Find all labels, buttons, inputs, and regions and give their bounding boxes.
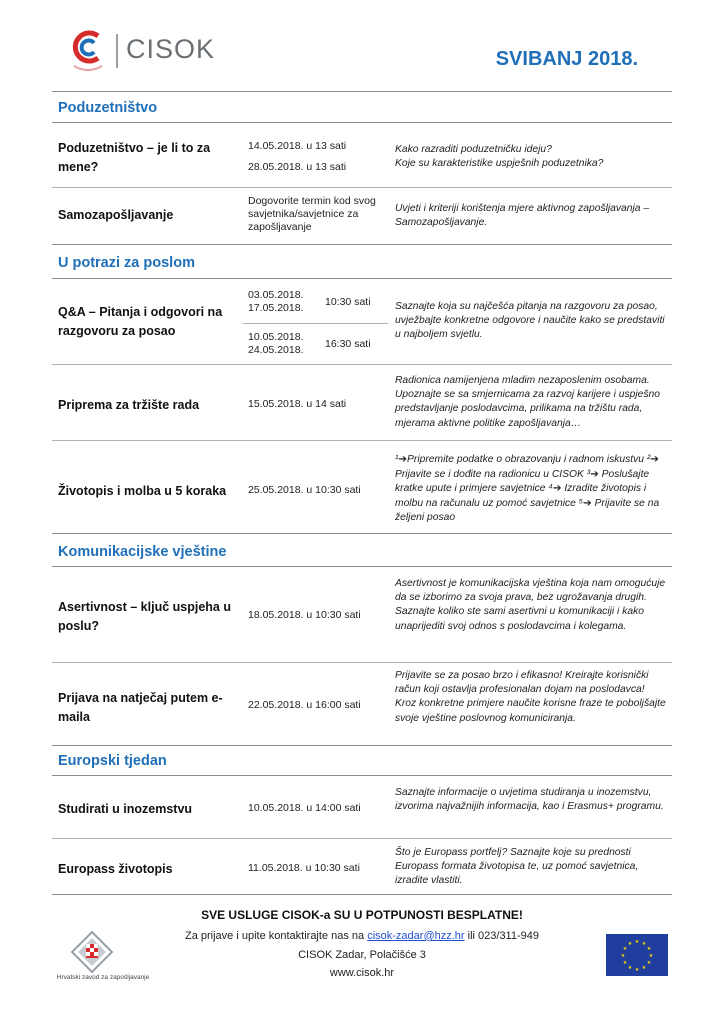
divider <box>52 91 672 92</box>
svg-text:★: ★ <box>646 946 652 952</box>
topic-description: Kako razraditi poduzetničku ideju? Koje su karakteristike uspješnih poduzetnika? <box>395 144 604 170</box>
svg-text:★: ★ <box>627 941 633 947</box>
svg-text:★: ★ <box>622 960 628 966</box>
topic-description: Prijavite se za posao brzo i efikasno! Kreirajte korisnički račun koji ostavlja profesionalan dojam na poslodavca! Kroz konkretne primjere naučite korisne fraze te poboljšajte svoje vještine poslovnog komuniciranja. <box>395 670 666 724</box>
month-title: SVIBANJ 2018. <box>495 48 638 70</box>
divider <box>52 187 672 188</box>
contact-prefix: Za prijave i upite kontaktirajte nas na <box>184 930 365 942</box>
topic-description: ¹➔Pripremite podatke o obrazovanju i radnom iskustvu ²➔ Prijavite se i dođite na radionicu u CISOK ³➔ Poslušajte kratke upute i primjere savjetnice ⁴➔ Izradite životopis i molbu na računalu uz pomoć savjetnice ⁵➔ Prijavite se na željeni posao <box>395 454 660 524</box>
event-date: 10.05.2018. 24.05.2018. <box>248 331 304 356</box>
svg-text:★: ★ <box>634 967 640 973</box>
topic-description: Saznajte informacije o uvjetima studiranja u inozemstvu, izvorima najvažnijih informacija, kao i Erasmus+ programu. <box>395 787 664 813</box>
section-title: Komunikacijske vještine <box>58 544 227 560</box>
event-time: 16:30 sati <box>325 338 371 350</box>
svg-text:★: ★ <box>646 960 652 966</box>
topic-description: Što je Europass portfelj? Saznajte koje su prednosti Europass formata životopisa te, uz pomoć savjetnica, izradite vlastiti. <box>395 847 639 887</box>
event-date: 10.05.2018. u 14:00 sati <box>248 802 361 814</box>
divider <box>52 533 672 534</box>
event-date: 28.05.2018. u 13 sati <box>248 161 347 173</box>
topic-description: Saznajte koja su najčešća pitanja na razgovoru za posao, uvježbajte konkretne odgovore i naučite kako se predstaviti u najboljem svjetlu. <box>395 301 665 341</box>
website: www.cisok.hr <box>329 967 395 979</box>
svg-text:★: ★ <box>641 965 647 971</box>
divider <box>52 440 672 441</box>
topic-title: Priprema za tržište rada <box>58 398 200 412</box>
event-date: 03.05.2018. 17.05.2018. <box>248 289 304 314</box>
event-date: Dogovorite termin kod svog savjetnika/savjetnice za zapošljavanje <box>248 195 376 233</box>
divider <box>52 662 672 663</box>
section-title: Europski tjedan <box>58 753 167 769</box>
event-date: 15.05.2018. u 14 sati <box>248 398 347 410</box>
eu-flag-icon <box>606 934 668 976</box>
topic-description: Asertivnost je komunikacijska vještina koja nam omogućuje da se izborimo za svoja prava, bez ugrožavanja drugih. Saznajte koliko ste sami asertivni u komunikaciji i kako unaprijediti svoj odnos s poslodavcima i kolegama. <box>395 578 666 632</box>
divider <box>52 278 672 279</box>
svg-text:★: ★ <box>641 941 647 947</box>
topic-description: Radionica namijenjena mladim nezaposlenim osobama. Upoznajte se sa smjernicama za razvoj karijere i uspješno predstavljanje poslodavcima, prilikama na tržištu rada, mjerama aktivne politike zapošljavanja… <box>395 375 660 429</box>
topic-title: Poduzetništvo – je li to za mene? <box>58 141 211 174</box>
event-date: 14.05.2018. u 13 sati <box>248 140 347 152</box>
topic-title: Životopis i molba u 5 koraka <box>58 484 227 498</box>
topic-title: Asertivnost – ključ uspjeha u poslu? <box>58 600 231 633</box>
divider <box>52 894 672 895</box>
topic-title: Europass životopis <box>58 862 173 876</box>
topic-title: Studirati u inozemstvu <box>58 802 193 816</box>
cisok-logo-icon <box>68 28 108 74</box>
svg-text:★: ★ <box>627 965 633 971</box>
event-time: 10:30 sati <box>325 296 371 308</box>
topic-title: Q&A – Pitanja i odgovori na razgovoru za posao <box>58 305 223 338</box>
cisok-logo <box>68 28 228 78</box>
svg-text:★: ★ <box>622 946 628 952</box>
svg-text:★: ★ <box>648 953 654 959</box>
section-title: U potrazi za poslom <box>58 255 195 271</box>
svg-text:★: ★ <box>620 953 626 959</box>
svg-text:★: ★ <box>634 939 640 945</box>
topic-title: Prijava na natječaj putem e-maila <box>58 691 223 724</box>
divider <box>52 122 672 123</box>
brand-name: CISOK <box>126 34 216 64</box>
divider <box>52 364 672 365</box>
topic-description: Uvjeti i kriteriji korištenja mjere aktivnog zapošljavanja – Samozapošljavanje. <box>395 203 650 229</box>
event-date: 22.05.2018. u 16:00 sati <box>248 699 361 711</box>
section-title: Poduzetništvo <box>58 100 158 116</box>
divider <box>52 838 672 839</box>
free-services-headline: SVE USLUGE CISOK-a SU U POTPUNOSTI BESPLATNE! <box>201 908 523 922</box>
divider <box>243 323 388 324</box>
event-date: 25.05.2018. u 10:30 sati <box>248 484 361 496</box>
contact-suffix: ili 023/311-949 <box>467 930 539 942</box>
event-date: 11.05.2018. u 10:30 sati <box>248 862 360 874</box>
logo-divider <box>116 34 118 68</box>
divider <box>52 745 672 746</box>
hzz-logo-icon <box>60 930 124 974</box>
address: CISOK Zadar, Polačišće 3 <box>298 949 426 961</box>
event-date: 18.05.2018. u 10:30 sati <box>248 609 361 621</box>
divider <box>52 566 672 567</box>
email-link[interactable]: cisok-zadar@hzz.hr <box>367 930 465 942</box>
divider <box>52 775 672 776</box>
hzz-name: Hrvatski zavod za zapošljavanje <box>56 974 150 981</box>
topic-title: Samozapošljavanje <box>58 208 174 222</box>
divider <box>52 244 672 245</box>
